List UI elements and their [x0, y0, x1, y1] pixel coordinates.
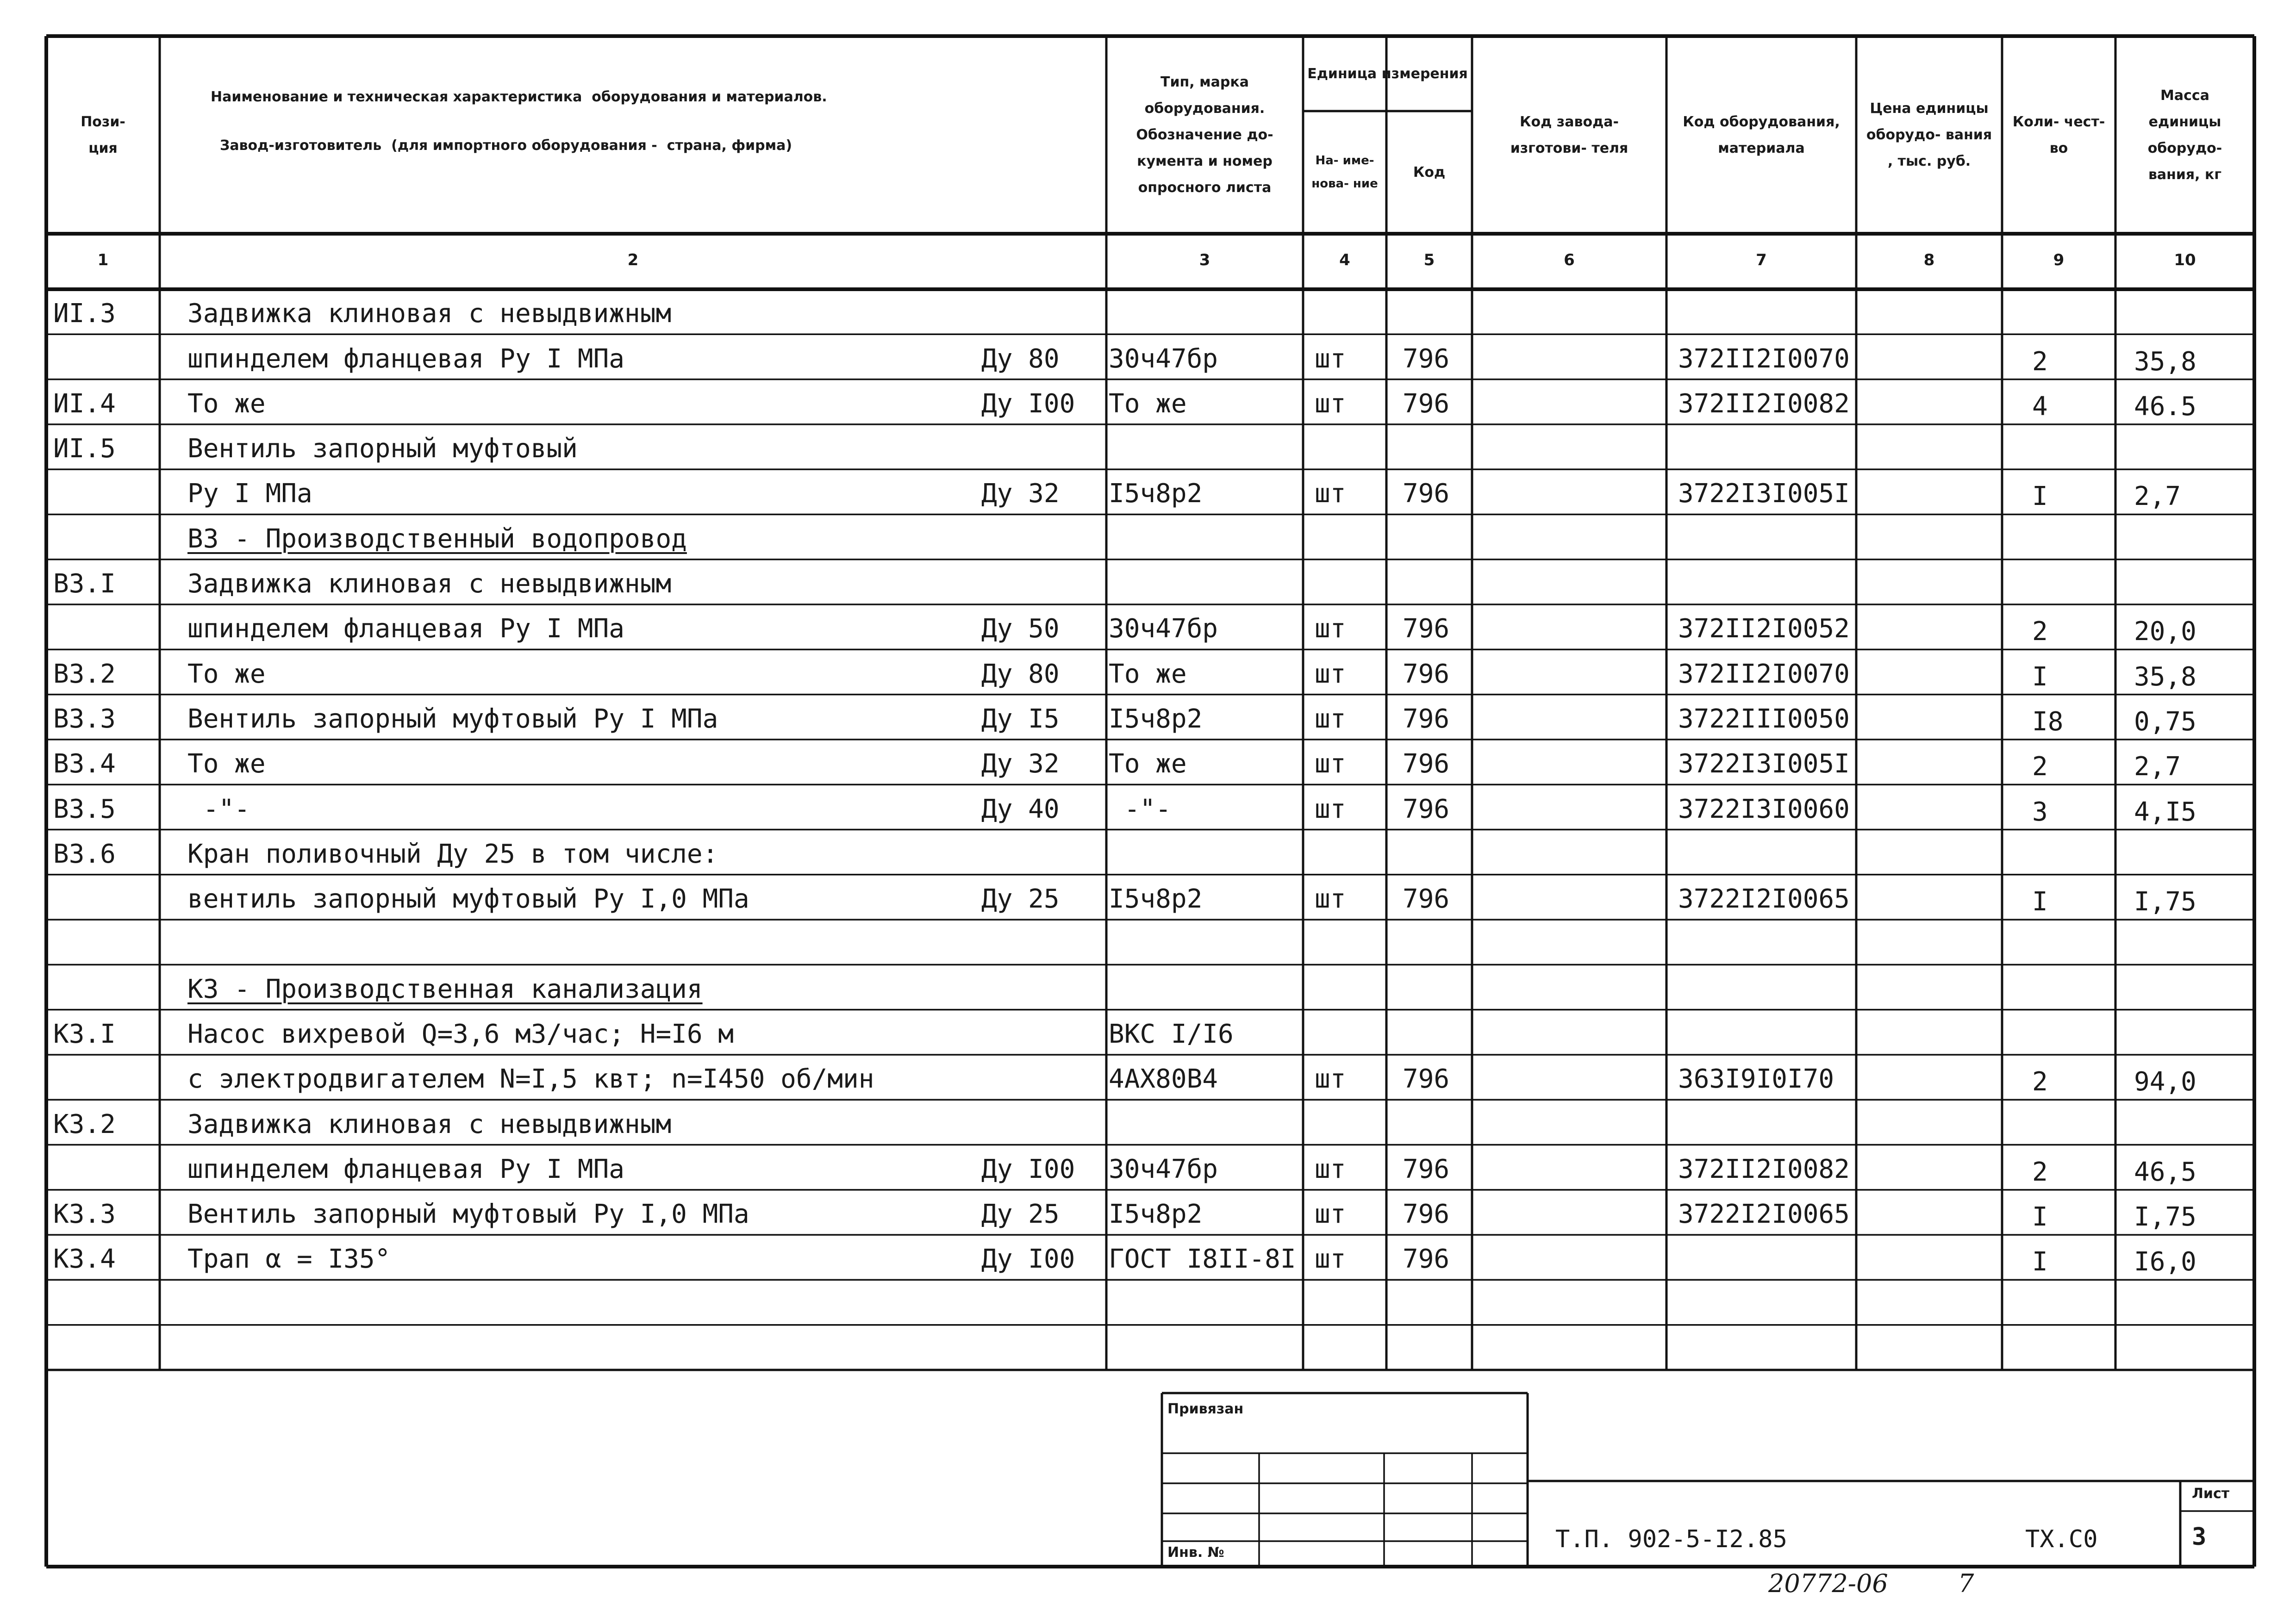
cell-unit-code: 796: [1403, 614, 1450, 644]
column-number: 3: [1199, 251, 1210, 269]
cell-name: Задвижка клиновая с невыдвижным: [187, 569, 672, 599]
cell-position: В3.2: [53, 659, 116, 689]
header-position: Пози- ция: [81, 113, 125, 156]
column-number: 10: [2174, 251, 2196, 269]
cell-quantity: 3: [2032, 796, 2048, 827]
column-number: 5: [1423, 251, 1435, 269]
cell-position: В3.5: [53, 794, 116, 824]
cell-nominal-diameter: Ду 32: [981, 479, 1060, 509]
cell-nominal-diameter: Ду I5: [981, 703, 1060, 734]
cell-mass: 35,8: [2134, 661, 2196, 692]
cell-unit: шт: [1315, 388, 1346, 419]
cell-unit: шт: [1315, 884, 1346, 915]
cell-mass: 46,5: [2134, 1157, 2196, 1187]
stamp-inventory-label: Инв. №: [1167, 1544, 1224, 1561]
cell-mass: 2,7: [2134, 481, 2181, 512]
cell-equipment-code: 3722III0050: [1678, 703, 1850, 734]
cell-nominal-diameter: Ду 80: [981, 343, 1060, 374]
cell-mass: I,75: [2134, 887, 2196, 917]
cell-name: То же: [187, 749, 266, 779]
header-name-line2: Завод-изготовитель (для импортного оборудования - страна, фирма): [220, 137, 792, 154]
cell-quantity: I: [2032, 661, 2048, 692]
cell-unit-code: 796: [1403, 1199, 1450, 1230]
cell-mass: I,75: [2134, 1202, 2196, 1232]
cell-nominal-diameter: Ду I00: [981, 1244, 1075, 1275]
cell-nominal-diameter: Ду 40: [981, 794, 1060, 824]
column-number: 8: [1923, 251, 1935, 269]
cell-position: ИI.4: [53, 388, 116, 419]
column-number: 4: [1339, 251, 1350, 269]
cell-quantity: 2: [2032, 346, 2048, 377]
cell-unit-code: 796: [1403, 749, 1450, 779]
cell-unit: шт: [1315, 1154, 1346, 1184]
cell-type: То же: [1109, 388, 1187, 419]
cell-unit: шт: [1315, 479, 1346, 509]
cell-name: То же: [187, 659, 266, 689]
cell-quantity: 2: [2032, 616, 2048, 647]
cell-equipment-code: 363I9I0I70: [1678, 1064, 1834, 1095]
cell-quantity: 2: [2032, 1157, 2048, 1187]
cell-nominal-diameter: Ду I00: [981, 388, 1075, 419]
cell-name: Вентиль запорный муфтовый: [187, 434, 578, 464]
cell-name: Трап α = I35°: [187, 1244, 391, 1275]
cell-name: Задвижка клиновая с невыдвижным: [187, 299, 672, 329]
cell-mass: 46.5: [2134, 391, 2196, 422]
cell-nominal-diameter: Ду 80: [981, 659, 1060, 689]
cell-type: ВКС I/I6: [1109, 1019, 1234, 1049]
cell-mass: 4,I5: [2134, 796, 2196, 827]
cell-mass: 94,0: [2134, 1067, 2196, 1097]
header-type: Тип, марка оборудования. Обозначение до- кумента и номер опросного листа: [1136, 74, 1273, 196]
document-mark: ТХ.С0: [2025, 1525, 2098, 1553]
cell-unit: шт: [1315, 794, 1346, 824]
cell-equipment-code: 372II2I0070: [1678, 343, 1850, 374]
cell-name: вентиль запорный муфтовый Ру I,0 МПа: [187, 884, 749, 915]
cell-type: I5ч8р2: [1109, 884, 1203, 915]
cell-mass: 2,7: [2134, 752, 2181, 782]
cell-type: I5ч8р2: [1109, 1199, 1203, 1230]
cell-mass: 0,75: [2134, 706, 2196, 737]
cell-equipment-code: 372II2I0082: [1678, 1154, 1850, 1184]
cell-equipment-code: 372II2I0052: [1678, 614, 1850, 644]
stamp-privyazan-label: Привязан: [1167, 1401, 1244, 1417]
cell-unit: шт: [1315, 343, 1346, 374]
cell-name: То же: [187, 388, 266, 419]
cell-quantity: 4: [2032, 391, 2048, 422]
cell-nominal-diameter: Ду 50: [981, 614, 1060, 644]
cell-type: 30ч47бр: [1109, 614, 1218, 644]
column-number: 1: [97, 251, 109, 269]
cell-mass: I6,0: [2134, 1247, 2196, 1277]
cell-name: с электродвигателем N=I,5 квт; n=I450 об/мин: [187, 1064, 874, 1095]
cell-name: шпинделем фланцевая Ру I МПа: [187, 1154, 625, 1184]
cell-name: шпинделем фланцевая Ру I МПа: [187, 343, 625, 374]
cell-position: В3.6: [53, 839, 116, 869]
column-number: 6: [1564, 251, 1575, 269]
header-mass: Масса единицы оборудо- вания, кг: [2147, 87, 2222, 183]
cell-name: Задвижка клиновая с невыдвижным: [187, 1109, 672, 1139]
cell-type: I5ч8р2: [1109, 479, 1203, 509]
cell-nominal-diameter: Ду 32: [981, 749, 1060, 779]
cell-unit-code: 796: [1403, 794, 1450, 824]
cell-quantity: I: [2032, 1202, 2048, 1232]
cell-position: В3.4: [53, 749, 116, 779]
cell-unit-code: 796: [1403, 343, 1450, 374]
cell-unit: шт: [1315, 703, 1346, 734]
cell-name: Ру I МПа: [187, 479, 312, 509]
cell-type: То же: [1109, 749, 1187, 779]
cell-unit-code: 796: [1403, 479, 1450, 509]
cell-quantity: 2: [2032, 1067, 2048, 1097]
cell-unit: шт: [1315, 1244, 1346, 1275]
cell-type: -"-: [1109, 794, 1171, 824]
cell-mass: 35,8: [2134, 346, 2196, 377]
column-number: 2: [627, 251, 639, 269]
header-unit-name: На- име- нова- ние: [1311, 154, 1378, 191]
cell-unit: шт: [1315, 659, 1346, 689]
cell-name: шпинделем фланцевая Ру I МПа: [187, 614, 625, 644]
header-factory-code: Код завода- изготови- теля: [1510, 113, 1628, 156]
handwritten-page-number: 7: [1958, 1569, 1974, 1598]
header-quantity: Коли- чест- во: [2012, 113, 2105, 156]
cell-unit-code: 796: [1403, 1244, 1450, 1275]
cell-unit-code: 796: [1403, 884, 1450, 915]
cell-name: Вентиль запорный муфтовый Ру I,0 МПа: [187, 1199, 749, 1230]
cell-quantity: I8: [2032, 706, 2064, 737]
cell-equipment-code: 3722I2I0065: [1678, 1199, 1850, 1230]
cell-name: В3 - Производственный водопровод: [187, 523, 687, 554]
document-code: Т.П. 902-5-I2.85: [1555, 1525, 1787, 1553]
column-number: 7: [1756, 251, 1767, 269]
cell-nominal-diameter: Ду I00: [981, 1154, 1075, 1184]
sheet-number: 3: [2192, 1523, 2207, 1551]
cell-name: Кран поливочный Ду 25 в том числе:: [187, 839, 718, 869]
cell-type: То же: [1109, 659, 1187, 689]
cell-unit-code: 796: [1403, 1154, 1450, 1184]
cell-position: В3.I: [53, 569, 116, 599]
cell-position: К3.3: [53, 1199, 116, 1230]
cell-unit: шт: [1315, 749, 1346, 779]
cell-mass: 20,0: [2134, 616, 2196, 647]
cell-type: 30ч47бр: [1109, 343, 1218, 374]
cell-nominal-diameter: Ду 25: [981, 1199, 1060, 1230]
cell-position: В3.3: [53, 703, 116, 734]
cell-unit: шт: [1315, 1064, 1346, 1095]
cell-unit-code: 796: [1403, 1064, 1450, 1095]
header-unit: Единица измерения: [1307, 65, 1468, 82]
cell-unit-code: 796: [1403, 703, 1450, 734]
header-price: Цена единицы оборудо- вания , тыс. руб.: [1866, 100, 1992, 169]
cell-equipment-code: 372II2I0082: [1678, 388, 1850, 419]
cell-position: К3.4: [53, 1244, 116, 1275]
cell-quantity: I: [2032, 481, 2048, 512]
cell-type: 30ч47бр: [1109, 1154, 1218, 1184]
cell-equipment-code: 372II2I0070: [1678, 659, 1850, 689]
cell-unit: шт: [1315, 1199, 1346, 1230]
cell-equipment-code: 3722I3I005I: [1678, 479, 1850, 509]
header-unit-code: Код: [1413, 164, 1446, 180]
cell-quantity: 2: [2032, 752, 2048, 782]
column-number: 9: [2053, 251, 2065, 269]
cell-name: Вентиль запорный муфтовый Ру I МПа: [187, 703, 718, 734]
cell-name: -"-: [187, 794, 250, 824]
cell-position: К3.2: [53, 1109, 116, 1139]
cell-equipment-code: 3722I3I005I: [1678, 749, 1850, 779]
header-equipment-code: Код оборудования, материала: [1683, 113, 1840, 156]
cell-quantity: I: [2032, 887, 2048, 917]
cell-equipment-code: 3722I3I0060: [1678, 794, 1850, 824]
cell-equipment-code: 3722I2I0065: [1678, 884, 1850, 915]
handwritten-archive-number: 20772-06: [1768, 1569, 1888, 1598]
cell-position: ИI.3: [53, 299, 116, 329]
cell-type: ГОСТ I8II-8I: [1109, 1244, 1296, 1275]
header-name-line1: Наименование и техническая характеристика оборудования и материалов.: [211, 89, 827, 105]
cell-unit: шт: [1315, 614, 1346, 644]
cell-position: ИI.5: [53, 434, 116, 464]
cell-quantity: I: [2032, 1247, 2048, 1277]
sheet-label: Лист: [2192, 1486, 2230, 1502]
cell-unit-code: 796: [1403, 388, 1450, 419]
cell-type: I5ч8р2: [1109, 703, 1203, 734]
cell-name: К3 - Производственная канализация: [187, 974, 703, 1004]
cell-type: 4АХ80В4: [1109, 1064, 1218, 1095]
cell-unit-code: 796: [1403, 659, 1450, 689]
cell-name: Насос вихревой Q=3,6 м3/час; Н=I6 м: [187, 1019, 734, 1049]
cell-position: К3.I: [53, 1019, 116, 1049]
cell-nominal-diameter: Ду 25: [981, 884, 1060, 915]
